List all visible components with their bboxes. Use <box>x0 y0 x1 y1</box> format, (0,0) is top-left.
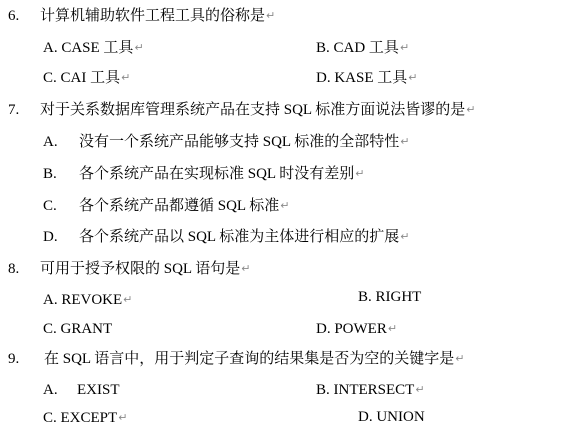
question-stem: 在 SQL 语言中，用于判定子查询的结果集是否为空的关键字是 <box>44 351 455 367</box>
question-6-option-d <box>316 69 417 87</box>
question-stem: 计算机辅助软件工程工具的俗称是 <box>40 8 266 24</box>
paragraph-mark-icon: ↵ <box>466 103 476 116</box>
question-7-option-c <box>43 197 290 215</box>
question-7-stem-line <box>8 101 476 119</box>
question-9-option-b <box>316 381 425 399</box>
option-letter: D. <box>358 409 373 425</box>
option-text: INTERSECT <box>333 382 415 398</box>
option-letter: B. <box>43 166 57 182</box>
question-8-option-c <box>43 320 112 338</box>
option-letter: C. <box>43 198 57 214</box>
option-text: 各个系统产品以 SQL 标准为主体进行相应的扩展 <box>79 229 400 245</box>
option-text: RIGHT <box>375 289 422 305</box>
paragraph-mark-icon: ↵ <box>266 9 276 22</box>
option-text: POWER <box>334 321 387 337</box>
option-letter: B. <box>316 382 330 398</box>
question-6-option-b <box>316 39 409 57</box>
option-letter: D. <box>316 70 331 86</box>
question-9-stem-line <box>8 350 465 368</box>
option-text: 没有一个系统产品能够支持 SQL 标准的全部特性 <box>79 134 400 150</box>
option-letter: D. <box>316 321 331 337</box>
paragraph-mark-icon: ↵ <box>408 71 418 84</box>
paragraph-mark-icon: ↵ <box>355 167 365 180</box>
paragraph-mark-icon: ↵ <box>123 293 133 306</box>
question-9-option-a <box>43 381 120 399</box>
paragraph-mark-icon: ↵ <box>121 71 131 84</box>
question-8-stem-line <box>8 260 251 278</box>
option-letter: B. <box>316 40 330 56</box>
question-6-stem-line <box>8 7 275 25</box>
option-text: CASE 工具 <box>61 40 134 56</box>
paragraph-mark-icon: ↵ <box>280 199 290 212</box>
question-8-option-a <box>43 291 132 309</box>
option-letter: A. <box>43 40 58 56</box>
question-9-option-d <box>358 408 425 426</box>
option-text: 各个系统产品都遵循 SQL 标准 <box>79 198 280 214</box>
option-text: EXCEPT <box>60 410 118 426</box>
option-text: CAD 工具 <box>333 40 399 56</box>
paragraph-mark-icon: ↵ <box>399 41 410 54</box>
option-text: REVOKE <box>61 292 123 308</box>
question-7-option-a <box>43 133 410 151</box>
paragraph-mark-icon: ↵ <box>455 352 465 365</box>
question-6-option-a <box>43 39 144 57</box>
paragraph-mark-icon: ↵ <box>387 322 398 335</box>
option-text: GRANT <box>60 321 113 337</box>
paragraph-mark-icon: ↵ <box>400 230 410 243</box>
question-number: 7. <box>8 102 20 118</box>
option-text: UNION <box>376 409 425 425</box>
question-7-option-b <box>43 165 365 183</box>
option-letter: A. <box>43 134 58 150</box>
question-9-option-c <box>43 409 127 427</box>
option-letter: D. <box>43 229 58 245</box>
option-text: CAI 工具 <box>60 70 121 86</box>
question-8-option-d <box>316 320 397 338</box>
paragraph-mark-icon: ↵ <box>400 135 410 148</box>
option-letter: C. <box>43 70 57 86</box>
option-text: EXIST <box>77 382 120 398</box>
paragraph-mark-icon: ↵ <box>415 383 425 396</box>
paragraph-mark-icon: ↵ <box>241 262 251 275</box>
option-letter: A. <box>43 382 58 398</box>
question-8-option-b <box>358 288 421 306</box>
option-text: 各个系统产品在实现标准 SQL 时没有差别 <box>79 166 355 182</box>
paragraph-mark-icon: ↵ <box>118 411 128 424</box>
question-number: 9. <box>8 351 20 367</box>
question-number: 8. <box>8 261 20 277</box>
question-7-option-d <box>43 228 410 246</box>
question-stem: 对于关系数据库管理系统产品在支持 SQL 标准方面说法皆谬的是 <box>40 102 466 118</box>
question-number: 6. <box>8 8 20 24</box>
paragraph-mark-icon: ↵ <box>134 41 144 54</box>
option-letter: B. <box>358 289 372 305</box>
option-letter: C. <box>43 410 57 426</box>
option-letter: A. <box>43 292 58 308</box>
question-stem: 可用于授予权限的 SQL 语句是 <box>40 261 241 277</box>
question-6-option-c <box>43 69 130 87</box>
option-letter: C. <box>43 321 57 337</box>
option-text: KASE 工具 <box>334 70 408 86</box>
